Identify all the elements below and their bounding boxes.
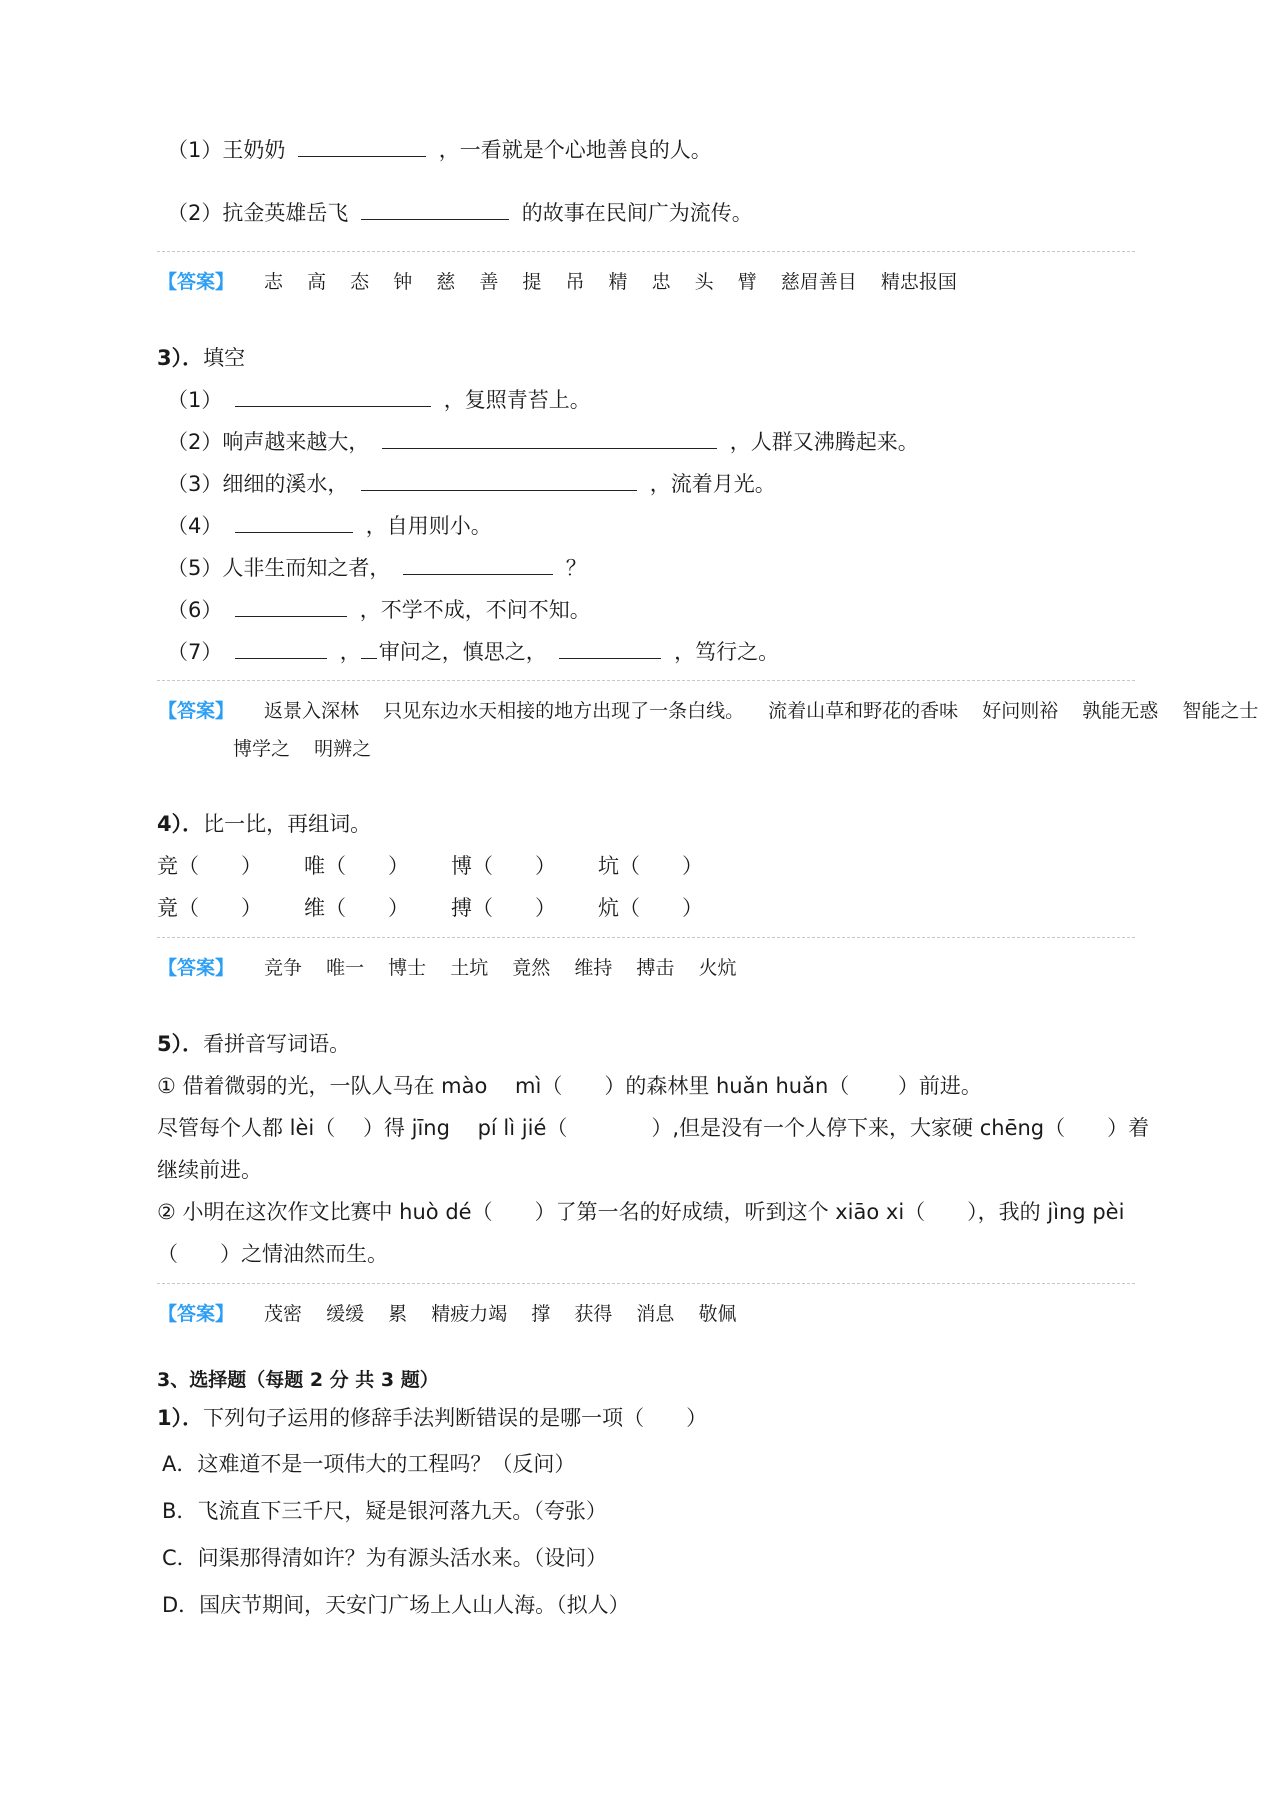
mc1-option-d[interactable]: D．国庆节期间，天安门广场上人山人海。（拟人）	[162, 1593, 630, 1617]
char-open: 竞（	[157, 854, 199, 878]
answer-item: 头	[694, 271, 714, 293]
q4-row-1	[157, 852, 703, 880]
answer-block-3	[158, 697, 1276, 725]
answer-item: 流着山草和野花的香味	[768, 700, 959, 722]
question-text: 填空	[203, 346, 246, 370]
answer-item: 臂	[737, 271, 757, 293]
char-close: ）	[682, 854, 703, 878]
item-suffix: ？	[565, 556, 587, 580]
answer-item: 慈眉善目	[780, 271, 857, 293]
q5-line-5: （ ）之情油然而生。	[157, 1242, 388, 1266]
answer-item: 返景入深林	[264, 700, 360, 722]
q2-item-1	[167, 136, 712, 164]
q5-line-3: 继续前进。	[157, 1158, 262, 1182]
answer-item: 敬佩	[698, 1303, 737, 1325]
item-comma: ，	[339, 640, 361, 664]
question-number: 5）．	[157, 1032, 204, 1056]
char-open: 炕（	[598, 896, 640, 920]
item-suffix: ，流着月光。	[649, 472, 776, 496]
mc1-option-a[interactable]: A．这难道不是一项伟大的工程吗？（反问）	[162, 1452, 576, 1476]
mc1-title	[157, 1404, 707, 1432]
answer-block-3-line-2	[233, 735, 389, 763]
answer-item: 善	[479, 271, 499, 293]
answer-item: 只见东边水天相接的地方出现了一条白线。	[383, 700, 745, 722]
answer-blank[interactable]	[403, 556, 553, 575]
q3-item-2	[167, 428, 919, 456]
item-prefix: （1）	[167, 388, 223, 412]
item-suffix: ，复照青苔上。	[443, 388, 591, 412]
answer-blank[interactable]	[559, 640, 661, 659]
char-close: ）	[682, 896, 703, 920]
char-open: 坑（	[598, 854, 640, 878]
answer-item: 精忠报国	[880, 271, 957, 293]
question-number: 1）．	[157, 1406, 204, 1430]
item-prefix: （4）	[167, 514, 223, 538]
answer-item: 好问则裕	[982, 700, 1059, 722]
answer-item: 唯一	[326, 957, 365, 979]
answer-item: 火炕	[698, 957, 737, 979]
mc1-option-c[interactable]: C．问渠那得清如许？为有源头活水来。（设问）	[162, 1546, 608, 1570]
answer-item: 智能之士	[1182, 700, 1259, 722]
answer-block-2	[158, 268, 975, 296]
answer-blank[interactable]	[235, 514, 353, 533]
divider	[157, 251, 1135, 252]
item-prefix: （3）细细的溪水，	[167, 472, 349, 496]
q3-item-1	[167, 386, 591, 414]
answer-blank[interactable]	[361, 472, 637, 491]
char-close: ）	[241, 896, 262, 920]
answer-blank[interactable]	[382, 430, 717, 449]
q3-item-5	[167, 554, 587, 582]
answer-item: 忠	[651, 271, 671, 293]
char-open: 维（	[304, 896, 346, 920]
item-prefix: （2）响声越来越大，	[167, 430, 370, 454]
answer-blank[interactable]	[361, 201, 509, 220]
item-middle: 审问之，慎思之，	[378, 640, 547, 664]
q2-item-2	[167, 199, 753, 227]
answer-item: 吊	[565, 271, 585, 293]
item-suffix: ，笃行之。	[674, 640, 780, 664]
question-number: 4）．	[157, 812, 204, 836]
answer-blank[interactable]	[298, 138, 426, 157]
char-close: ）	[388, 896, 409, 920]
answer-item: 缓缓	[326, 1303, 365, 1325]
char-close: ）	[535, 854, 556, 878]
mc1-option-b[interactable]: B．飞流直下三千尺，疑是银河落九天。（夸张）	[162, 1499, 607, 1523]
answer-label: 【答案】	[158, 700, 235, 722]
answer-item: 茂密	[264, 1303, 303, 1325]
answer-item: 志	[264, 271, 284, 293]
q3-item-6	[167, 596, 591, 624]
item-suffix: ，自用则小。	[365, 514, 492, 538]
answer-item: 搏击	[636, 957, 675, 979]
q5-line-2: 尽管每个人都 lèi（ ）得 jīng pí lì jié（ ）,但是没有一个人停下来，大家硬 chēng（ ）着	[157, 1116, 1150, 1140]
answer-blank[interactable]	[235, 598, 347, 617]
char-open: 搏（	[451, 896, 493, 920]
q5-line-4: ② 小明在这次作文比赛中 huò dé（ ）了第一名的好成绩，听到这个 xiāo xi（ ），我的 jìng pèi	[157, 1200, 1125, 1224]
divider	[157, 1283, 1135, 1284]
answer-item: 孰能无惑	[1082, 700, 1159, 722]
answer-block-5	[158, 1300, 755, 1328]
answer-blank[interactable]	[361, 640, 377, 659]
answer-item: 精疲力竭	[431, 1303, 508, 1325]
char-open: 唯（	[304, 854, 346, 878]
q3-item-4	[167, 512, 492, 540]
char-close: ）	[388, 854, 409, 878]
q3-item-3	[167, 470, 776, 498]
q2-item-1-suffix: ，一看就是个心地善良的人。	[438, 138, 712, 162]
answer-item: 博士	[388, 957, 427, 979]
answer-item: 消息	[636, 1303, 675, 1325]
answer-item: 博学之	[233, 738, 291, 760]
item-prefix: （6）	[167, 598, 223, 622]
q2-item-2-suffix: 的故事在民间广为流传。	[521, 201, 753, 225]
answer-item: 土坑	[450, 957, 489, 979]
q4-title	[157, 810, 371, 838]
question-number: 3）．	[157, 346, 204, 370]
answer-item: 获得	[574, 1303, 613, 1325]
answer-item: 精	[608, 271, 628, 293]
item-suffix: ，人群又沸腾起来。	[729, 430, 919, 454]
answer-item: 累	[388, 1303, 408, 1325]
q3-title	[157, 344, 245, 372]
char-open: 博（	[451, 854, 493, 878]
char-close: ）	[241, 854, 262, 878]
char-close: ）	[535, 896, 556, 920]
answer-item: 竟然	[512, 957, 551, 979]
answer-item: 高	[307, 271, 327, 293]
item-suffix: ，不学不成，不问不知。	[359, 598, 591, 622]
question-text: 比一比，再组词。	[203, 812, 372, 836]
answer-label: 【答案】	[158, 271, 235, 293]
answer-blank[interactable]	[235, 388, 431, 407]
answer-item: 提	[522, 271, 542, 293]
answer-item: 维持	[574, 957, 613, 979]
answer-label: 【答案】	[158, 957, 235, 979]
q5-line-1: ① 借着微弱的光，一队人马在 mào mì（ ）的森林里 huǎn huǎn（ ）前进。	[157, 1074, 982, 1098]
item-prefix: （7）	[167, 640, 223, 664]
answer-item: 竞争	[264, 957, 303, 979]
answer-item: 撑	[531, 1303, 551, 1325]
divider	[157, 680, 1135, 681]
q2-item-1-prefix: （1）王奶奶	[167, 138, 286, 162]
q3-item-7	[167, 638, 779, 666]
answer-label: 【答案】	[158, 1303, 235, 1325]
answer-block-4	[158, 954, 755, 982]
divider	[157, 937, 1135, 938]
answer-item: 慈	[436, 271, 456, 293]
section-title: 3、选择题（每题 2 分 共 3 题）	[157, 1369, 439, 1391]
answer-item: 明辨之	[314, 738, 372, 760]
answer-blank[interactable]	[235, 640, 327, 659]
q2-item-2-prefix: （2）抗金英雄岳飞	[167, 201, 349, 225]
question-text: 下列句子运用的修辞手法判断错误的是哪一项（ ）	[203, 1406, 708, 1430]
answer-item: 态	[350, 271, 370, 293]
item-prefix: （5）人非生而知之者，	[167, 556, 391, 580]
answer-item: 钟	[393, 271, 413, 293]
q4-row-2	[157, 894, 703, 922]
q5-title	[157, 1030, 350, 1058]
char-open: 竟（	[157, 896, 199, 920]
question-text: 看拼音写词语。	[203, 1032, 351, 1056]
